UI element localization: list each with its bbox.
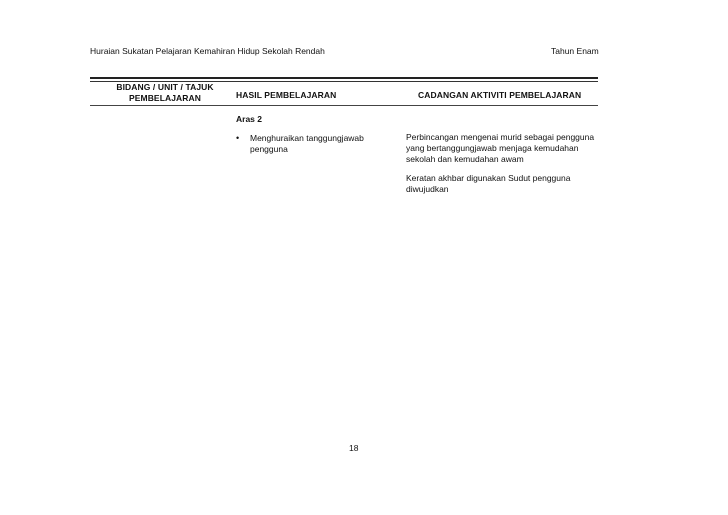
column-header-topic-line1: BIDANG / UNIT / TAJUK xyxy=(116,82,214,92)
column-header-topic xyxy=(100,82,230,104)
table-top-rule xyxy=(90,77,598,79)
document-header-year: Tahun Enam xyxy=(551,46,599,56)
level-label: Aras 2 xyxy=(236,114,262,124)
activity-item: Keratan akhbar digunakan Sudut pengguna diwujudkan xyxy=(406,173,571,194)
column-header-activities: CADANGAN AKTIVITI PEMBELAJARAN xyxy=(418,90,582,100)
column-header-topic-line2: PEMBELAJARAN xyxy=(128,93,202,103)
outcome-item xyxy=(236,133,380,155)
table-header-rule xyxy=(90,105,598,106)
page-number: 18 xyxy=(349,443,359,453)
activity-item: Perbincangan mengenai murid sebagai pengguna yang bertanggungjawab menjaga kemudahan sekolah dan kemudahan awam xyxy=(406,132,595,164)
bullet-icon: • xyxy=(236,133,240,143)
outcome-text: Menghuraikan tanggungjawab pengguna xyxy=(250,133,364,154)
document-header-title: Huraian Sukatan Pelajaran Kemahiran Hidup Sekolah Rendah xyxy=(90,46,325,56)
column-header-outcomes: HASIL PEMBELAJARAN xyxy=(236,90,337,100)
activity-list xyxy=(406,132,596,203)
